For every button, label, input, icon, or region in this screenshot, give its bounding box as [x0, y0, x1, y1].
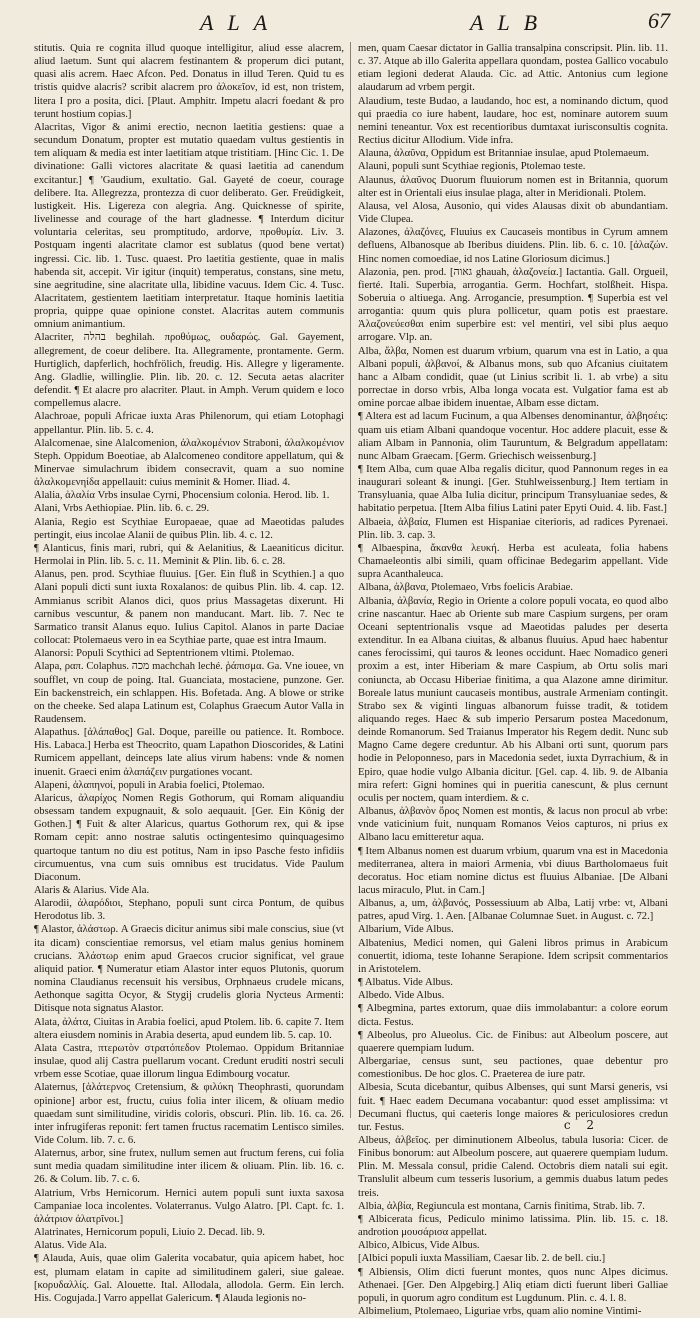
entry-paragraph: [Albici populi iuxta Massiliam, Caesar lib. 2. de bell. ciu.] [358, 1253, 606, 1265]
entry-paragraph: ¶ Albatus. Vide Albus. [358, 977, 453, 989]
entry-paragraph: Albimelium, Ptolemaeo, Liguriae vrbs, quam alio nomine Vintimi- [358, 1306, 642, 1317]
entry-paragraph: ¶ Alastor, ἀλάστωρ. A Graecis dicitur animus sibi male conscius, siue (vt ita dicam) conscientiae remorsus, vel etiam malus genius hominem crucians. Ἀλάστωρ enim apud Graecos crucior significat, vel graue aliquid patior. ¶ Numeratur etiam Alastor inter equos Plutonis, quorum nomina Claudianus recensuit his versibus, Orphnaeus crudele micans, Aethonque sagitta Ocyor, & Stygij crudelis gloria Nycteus Armenti: Ditisque nota signatus Alastor. [34, 924, 344, 1015]
entry-paragraph: ¶ Albicerata ficus, Pediculo minimo latissima. Plin. lib. 15. c. 18. androtion μουσάρισα appellat. [358, 1213, 668, 1239]
entry-paragraph: Albia, ἀλβία, Regiuncula est montana, Carnis finitima, Strab. lib. 7. [358, 1200, 645, 1212]
entry-paragraph: ¶ Altera est ad lacum Fucinum, a qua Albenses denominantur, ἀλβησέις: quam uis etiam Albani quandoque vocentur. Hoc addere placuit, esse & aliam Albam in Pannonia, olim Tauruntum, & Belgradum appellatam: nunc Albam Graecam. [Germ. Griechisch weissenburg.] [358, 411, 668, 462]
entry-paragraph: Alatrium, Vrbs Hernicorum. Hernici autem populi sunt iuxta saxosa Campaniae loca incolentes. Volaterranus. Vulgo Alatro. [Pl. Capt. fc. 1. ἀλάτριον ἀλατρῖνοι.] [34, 1187, 344, 1225]
entry-paragraph: Alausa, vel Alosa, Ausonio, qui vides Alausas dixit ob abundantiam. Vide Clupea. [358, 200, 668, 226]
entry-paragraph: Alachroae, populi Africae iuxta Aras Philenorum, qui etiam Lotophagi appellantur. Plin. lib. 5. c. 4. [34, 411, 344, 436]
entry-paragraph: men, quam Caesar dictator in Gallia transalpina conscripsit. Plin. lib. 11. c. 37. Atque ab illo Galerita appellara quondam, postea Gallico vocabulo etiam legioni dederat Alauda. Cic. ad Attic. Antonius cum legione alaudarum ad vrbem pergit. [358, 43, 668, 94]
entry-paragraph: ¶ Alauda, Auis, quae olim Galerita vocabatur, quia apicem habet, hoc est, plumam elatam in capite ad similitudinem galeri, siue galeae. [κορυδαλλίς. Gal. Alouette. Ital. Allodala, allodola. Germ. Ein lerch. His. Cogujada.] Varro appellat Galericum. ¶ Alauda legionis no- [34, 1253, 344, 1304]
entry-paragraph: Alatrinates, Hernicorum populi, Liuio 2. Decad. lib. 9. [34, 1227, 265, 1239]
entry-paragraph: Albergariae, census sunt, seu pactiones, quae debentur pro comestionibus. De hoc glos. C. Praeterea de iure patr. [358, 1056, 668, 1081]
column-divider [350, 42, 351, 1118]
entry-paragraph: Alacritas, Vigor & animi erectio, necnon laetitia gestiens: quae a secundum Donatum, propter est mutatio quaedam vultus gestientis in tem aliquam & media est inter laetitiam atque tristitiam. [Hinc Cic. 1. De divinatione: Galli victores alacritate & quasi laetitia ad canendum excitantur.] ¶ 'Gaudium, exultatio. Gal. Gayeté de coeur, courage delibere. Ita. Allegrezza, prontezza di cuor deliberato. Ger. Freüdigkeit, lustigkeit. His. Ligereza con alegria. Ang. Quicknesse of spirite, livelinesse and courage of the hart gladnesse. ¶ Interdum dicitur voluntaria celeritas, seu promptitudo, ardorve, προθυμία. Liv. 3. Postquam ingenti alacritate clamor est sublatus (quod bene vertat) ingressi. Cic. lib. 1. Tusc. quaest. Pro laetitia gestiente, quae in malis habenda sit, accepit. Vir igitur (inquit) temperatus, constans, sine metu, sine aegritudine, sine alacritate ulla, libidine vacuus. Idem Cic. 4. Tusc. Alacritatem, gestientem laetitiam interpretatur. Itaque hominis laetitia propria, quippe quae opinione constet. Alacritas autem communis omnium animantium. [34, 121, 344, 331]
entry-paragraph: Alapathus. [ἀλάπαθος] Gal. Doque, pareille ou patience. It. Romboce. His. Labaca.] Herba est Theocrito, quam Lapathon Dioscorides, & Latini Rumicem appellant, deinceps late alius virum habens: vnde & nomen inuenit. Graeci enim ἀλαπάζειν purgationes vocant. [34, 727, 344, 778]
entry-paragraph: Alacriter, בהלה beghilah. προθύμως, ουδαρώς. Gal. Gayement, allegrement, de coeur delibere. Ita. Allegramente, prontamente. Germ. Hurtiglich, dapferlich, hochfrölich, freudig. His. Allegre y ligeramente. Ang. Gladlie, willinglie. Plin. lib. 20. c. 12. Secuta aetas alacriter defendit. ¶ Et alacre pro alacriter. Plaut. in Amph. Verum quidem e loco compellemus alacre. [34, 332, 344, 410]
entry-paragraph: Alania, Regio est Scythiae Europaeae, quae ad Maeotidas paludes pertingit, eius incolae Alanii de quibus Plin. lib. 4. c. 12. [34, 516, 344, 541]
signature-mark: c 2 [563, 1118, 600, 1132]
entry-paragraph: Albeus, ἀλβεῖος. per diminutionem Albeolus, tabula lusoria: Cicer. de Finibus bonorum: aut Albeolum poscere, aut quaerere quempiam ludum. Plin. M. Messala consul, pridie Calend. Octobris diem natali sui egit. Translulit albeum cum tesseris lusorium, a gemmis duabus latum pedes treis. [358, 1134, 668, 1199]
entry-paragraph: Alba, ἄλβα, Nomen est duarum vrbium, quarum vna est in Latio, a qua Albani populi, ἀλβανοί, & Albanus mons, sub quo Afcanius ciuitatem hanc a Albam condidit, quae (ut Linius scribit li. 1. ab vrbe) a situ porrectae in dorso vrbis, Alba longa vocata est. Vulgatior fama est ab omine porcae albae ibidem inuentae, Albam esse dictam. [358, 345, 668, 410]
entry-paragraph: Alapeni, ἀλαπηνοί, populi in Arabia foelici, Ptolemao. [34, 779, 265, 791]
entry-paragraph: Albaeia, ἀλβαία, Flumen est Hispaniae citerioris, ad radices Pyrenaei. Plin. lib. 3. cap. 3. [358, 516, 668, 541]
entry-paragraph: Albanus, a, um, ἀλβανός, Possessiuum ab Alba, Latij vrbe: vt, Albani patres, apud Virg. 1. Aen. [Albanae Columnae Suet. in August. c. 72.] [358, 898, 668, 923]
entry-paragraph: stitutis. Quia re cognita illud quoque intelligitur, aliud esse alacrem, aliud laetum. Sunt qui alacrem festinantem & properum dici putant, quasi alis acrem. Haec Afcon. Ped. Donatus in illud Teren. Quid tu es tristis quidve alacris? scribit alacrem pro ἀλοκεῖον, id est, non tristem, litera I pro a posita, dici. [Plaut. Amphitr. Impetu alacri foedant & pro terunt hostium copias.] [34, 43, 344, 120]
entry-paragraph: Alalcomenae, sine Alalcomenion, ἀλαλκομένιον Straboni, ἀλαλκομένιον Steph. Oppidum Boeotiae, ab Alalcomeneo conditore appellatum, qui & Minervae simulachrum ibidem consecravit, quam a suo nomine ἀλαλκομενηίδα appellauit: cuius meminit & Homer. Iliad. 4. [34, 437, 344, 489]
entry-paragraph: ¶ Albiensis, Olim dicti fuerunt montes, quos nunc Alpes dicimus. Athenaei. [Ger. Den Alpgebirg.] Aliq etiam dicti fuerunt liberi Galliae populi, in quorum agro conditum est Lugdunum. Plin. c. 4. l. 8. [358, 1266, 668, 1304]
entry-paragraph: Alanorsi: Populi Scythici ad Septentrionem vltimi. Ptolemao. [34, 648, 295, 660]
entry-paragraph: ¶ Albegmina, partes extorum, quae diis immolabantur: a colore eorum dicta. Festus. [358, 1003, 668, 1028]
entry-paragraph: Albanus, ἀλβανὸν ὄρος Nomen est montis, & lacus non procul ab vrbe: vnde vaticinium fuit, nunquam Romanos Veios capturos, ni prius ex Albano lacu emitteretur aqua. [358, 806, 668, 844]
entry-paragraph: Alaris & Alarius. Vide Ala. [34, 885, 150, 896]
entry-paragraph: ¶ Albaespina, ἄκανθα λευκή. Herba est aculeata, folia habens Chamaeleontis albi simili, quam officinae Bedegarim appellant. Vide supra Acanthaleuca. [358, 542, 668, 581]
entry-paragraph: Albania, ἀλβανία, Regio in Oriente a colore populi vocata, eo quod albo crine nascantur. Haec ab Oriente sub mare Caspium surgens, per oram Oceani septentrionalis vsque ad Maeotidas paludes per deserta extenditur. In ea Albana ciuitas, & albanus fluuius. Apud haec habentur canes ferocissimi, qui tauros & leones occidunt. Haec Nomadico generi proxim a est, inter Hiberiam & mare Caspium, ab Ortu solis mari coniuncta, ab Occasu Hiberiae finitima, a qua Alazone amne dirimitur. Boreale latus muniunt caucaseis montibus, australe Armeniam contingit. Strabo sex & viginti linguas albanorum fuisse tradit, & totidem aliquando reges. Haec & sub imperio Persarum postea Macedonum, deinde Romanorum. Sed Traianus Imperator his Regem dedit. Nunc sub Magno Came degere creduntur. Ab his Albani orti sunt, quorum pars hodie in Peloponneso, pars in Macedonia sedet, iuxta Dyrrachium, & in Epiro, quae hodie vulgo Albania dicitur. [Gel. cap. 4. lib. 9. de Albania mira refert: Gigni homines qui in pueritia canescunt, & plus cernunt oculis per noctem, quam interdiem. & c. [358, 595, 668, 804]
entry-paragraph: Alata Castra, πτερωτὸν στρατόπεδον Ptolemao. Oppidum Britanniae insulae, quod alij Castra puellarum vocant. Credunt eruditi nostri seculi vrbem esse Scotiae, quae illorum lingua Edimbourg vocatur. [34, 1042, 344, 1081]
entry-paragraph: Alalia, ἀλαλία Vrbs insulae Cyrni, Phocensium colonia. Herod. lib. 1. [34, 490, 330, 502]
entry-paragraph: Albatenius, Medici nomen, qui Galeni libros primus in Arabicum conuertit, idioma, teste Iohanne Serapione. Idem scripsit commentarios in Aristotelem. [358, 937, 668, 975]
entry-paragraph: Alazones, ἀλαζόνες, Fluuius ex Caucaseis montibus in Cyrum amnem defluens, Albanosque ab Iberibus diuidens. Plin. lib. 6. c. 10. [ἀλαζών. Hinc nomen comoediae, id nos Latine Gloriosum dicimus.] [358, 227, 668, 265]
left-headword: ALA [200, 10, 282, 35]
entry-paragraph: Alapa, ραπ. Colaphus. מכה machchah leché. ῥάπισμα. Ga. Vne iouee, vn soufflet, vn coup de poing. Ital. Guanciata, mostaciene, punzone. Ger. Ein backenstreich, ein schlappen. His. Bofetada. Ang. A blowe or strike on the cheeke. Sed alapa Latinum est, Colaphus Graecum Autor Valla in Raudensem. [34, 661, 344, 725]
entry-paragraph: Alatus. Vide Ala. [34, 1240, 107, 1252]
entry-paragraph: Alanus, pen. prod. Scythiae fluuius. [Ger. Ein fluß in Scythien.] a quo Alani populi dicti sunt iuxta Roxalanos: de quibus Plin. lib. 4. cap. 12. Ammianus scribit Alanos dici, quos prius Massagetas dixerunt. Hi carnibus vescuntur, & panem non manducant. Mart. lib. 7. Nec te Sarmatico transit Alanus equo. Iulius Capitol. Alanos in parte Daciae collocat: Ptolemaeus vero in ea Scythiae parte, quae est intra Imaum. [34, 569, 344, 647]
entry-paragraph: Alazonia, pen. prod. [גאוה ghauah, ἀλαζονεία.] Iactantia. Gall. Orgueil, fierté. Itali. Superbia, arrogantia. Germ. Hochfart, stolßheit. Hispa. Soberuia o altiuega. Ang. Arrogancie, presumption. ¶ Superbia est vel arrogantia: quum quis plura pollicetur, quam potis est praestare. Ἀλαζονεύεσθαι enim superbire est: vel mentiri, vel sibi plus aequo arrogare. Vlp. an. [358, 266, 669, 344]
entry-paragraph: Alaternus, arbor, sine frutex, nullum semen aut fructum ferens, cui folia sunt media quadam similitudine inter ilicem & oliuam. Plin. lib. 16. c. 26. & Colum. lib. 7. c. 6. [34, 1148, 344, 1186]
entry-paragraph: ¶ Item Albanus nomen est duarum vrbium, quarum vna est in Macedonia mediterranea, altera in maiori Armenia, vbi diuus Bartholomaeus fuit decoratus. Hoc etiam nomine dictus est fluuius Albaniae. [De Albani lacus miraculo, Plut. in Cam.] [358, 845, 668, 896]
right-headword: ALB [470, 10, 552, 35]
entry-paragraph: ¶ Item Alba, cum quae Alba regalis dicitur, quod Pannonum reges in ea inaugurari soleant & inungi. [Ger. Stuhlweissenburg.] Item tertiam in Transyluania, quae Alba Iulia dicitur, principum Transyluaniae sedes, & habitatio perpetua. [Item Alba filius Latini pater Epyti Ouid. 4. lib. Fast.] [358, 464, 668, 515]
entry-paragraph: ¶ Albeolus, pro Alueolus. Cic. de Finibus: aut Albeolum poscere, aut quaerere quempiam ludum. [358, 1029, 668, 1054]
entry-paragraph: Albico, Albicus, Vide Albus. [358, 1240, 480, 1252]
entry-paragraph: Alauna, ἀλαῦνα, Oppidum est Britanniae insulae, apud Ptolemaeum. [358, 148, 650, 160]
entry-paragraph: Albana, ἀλβανα, Ptolemaeo, Vrbs foelicis Arabiae. [358, 582, 574, 594]
left-column [34, 42, 344, 1304]
entry-paragraph: Alaudium, teste Budao, a laudando, hoc est, a nominando dictum, quod qui praedia co iure habent, laudare, hoc est, nominare autorem suum nemini teneantur. Vox est recentioribus dumtaxat iurisconsultis cognita. Rectius dicitur Allodium. Vide infra. [358, 95, 668, 147]
entry-paragraph: Alaunus, ἀλαῦνος Duorum fluuiorum nomen est in Britannia, quorum alter est in Orientali eius insulae plaga, alter in Meridionali. Ptolem. [358, 174, 668, 199]
page-number: 67 [648, 8, 670, 33]
running-header [0, 6, 700, 46]
entry-paragraph: Alaternus, [ἀλάτερνος Cretensium, & φιλύκη Theophrasti, quorundam opinione] arbor est, fructu, cuius folia inter ilicem, & oliuam medio quaedam sunt similitudine, viridis coloris, obscuri. Plin. lib. 16. ca. 26. inter infrugiferas reponit: fert tamen fructus racematim Lentisco similes. Vide Colum. lib. 7. c. 6. [34, 1082, 344, 1146]
entry-paragraph: Alani, Vrbs Aethiopiae. Plin. lib. 6. c. 29. [34, 503, 210, 515]
entry-paragraph: Albedo. Vide Albus. [358, 990, 445, 1002]
entry-paragraph: Albesia, Scuta dicebantur, quibus Albenses, qui sunt Marsi generis, vsi fuit. ¶ Haec eadem Decumana vocabantur: quod esset amplissima: vt Decumani fluctus, qui caeteris longe maiores & periculosiores credun tur. Festus. [358, 1082, 668, 1133]
entry-paragraph: Alata, ἀλάτα, Ciuitas in Arabia foelici, apud Ptolem. lib. 6. capite 7. Item altera eiusdem nominis in Arabia deserta, apud eundem lib. 5. cap. 10. [34, 1016, 344, 1041]
entry-paragraph: Albarium, Vide Albus. [358, 924, 454, 936]
entry-paragraph: Alarodii, ἀλαρόδιοι, Stephano, populi sunt circa Pontum, de quibus Herodotus lib. 3. [34, 898, 344, 923]
entry-paragraph: Alauni, populi sunt Scythiae regionis, Ptolemao teste. [358, 161, 586, 173]
entry-paragraph: ¶ Alanticus, finis mari, rubri, qui & Aelanitius, & Laeaniticus dicitur. Hermolai in Plin. lib. 5. c. 11. Meminit & Plin. lib. 6. c. 28. [34, 542, 344, 568]
entry-paragraph: Alaricus, ἀλαρίχος Nomen Regis Gothorum, qui Romam aliquandiu obsessam tandem expugnauit, & solo aequauit. [Ger. Ein König der Gothen.] ¶ Fuit & alter Alaricus, quartus Gothorum rex, qui & ipse Romam cepit: anno nostrae salutis octingentesimo quinquagesimo quartoque tantum no diu est potitus, Nam in ipso Pasche festo infidiis circumuentus, vna cum suis omnibus est trucidatus. Vide Paulum Diaconum. [34, 792, 344, 883]
